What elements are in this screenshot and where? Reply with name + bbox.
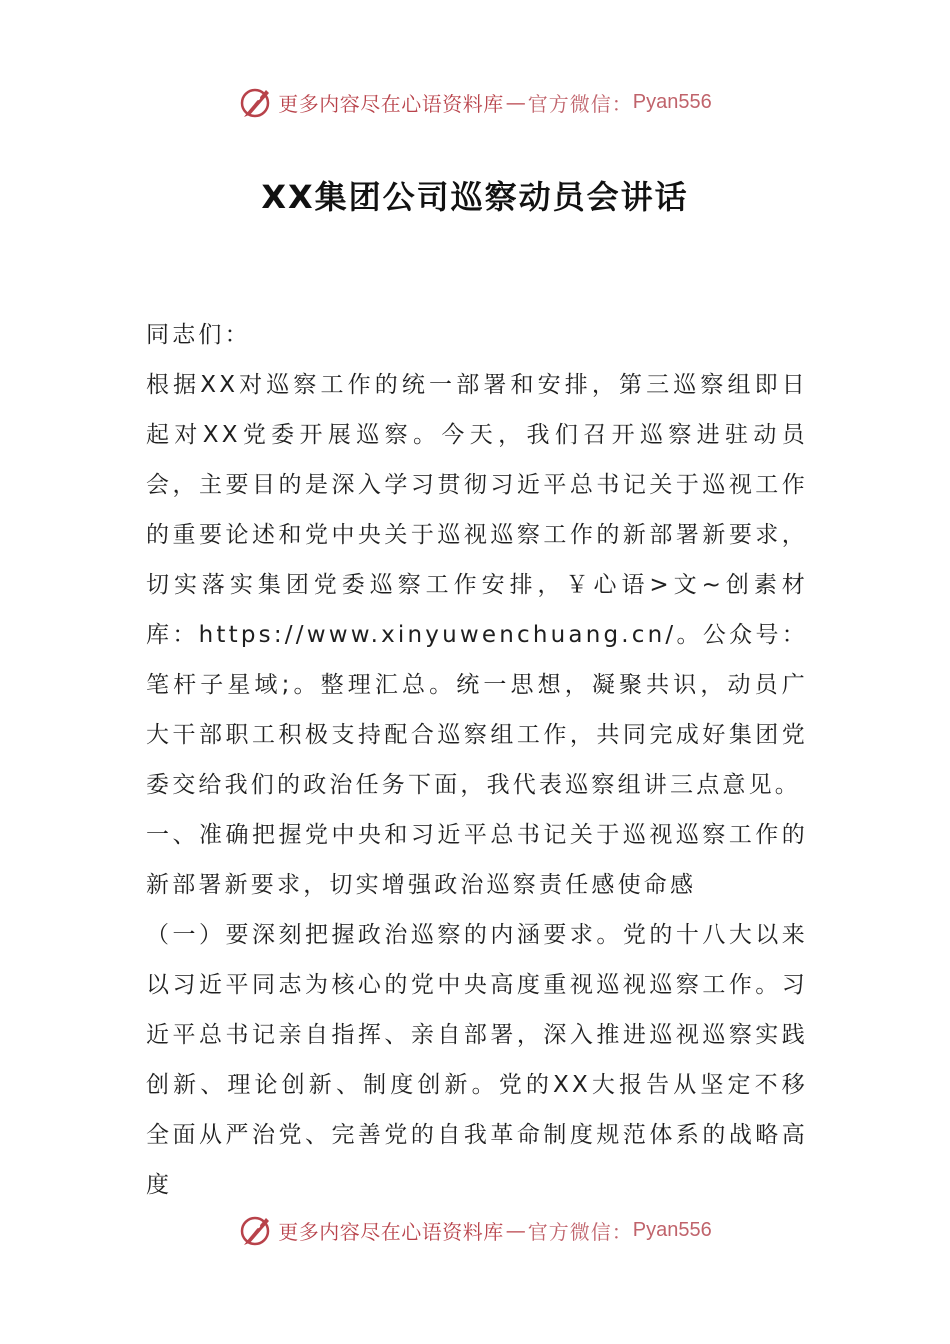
watermark-main-text: 更多内容尽在心语资料库 [278, 1219, 504, 1244]
paragraph-salutation: 同志们： [146, 322, 251, 348]
watermark-dash: — [505, 90, 526, 114]
watermark-main-text: 更多内容尽在心语资料库 [278, 91, 504, 116]
watermark-id: Pyan556 [632, 90, 712, 113]
paragraph-subsection-one: （一）要深刻把握政治巡察的内涵要求。党的十八大以来以习近平同志为核心的党中央高度重视巡视巡察工作。习近平总书记亲自指挥、亲自部署，深入推进巡视巡察实践创新、理论创新、制度创新。党的XX大报告从坚定不移全面从严治党、完善党的自我革命制度规范体系的战略高度 [146, 922, 808, 1198]
watermark-id: Pyan556 [632, 1218, 712, 1241]
watermark-dash: — [505, 1218, 526, 1242]
document-body [146, 310, 808, 1210]
pen-circle-logo-icon [238, 1212, 274, 1248]
pen-circle-logo-icon [238, 84, 274, 120]
watermark-sub-text: 官方微信： [527, 91, 633, 116]
watermark-banner-top [0, 82, 950, 122]
watermark-sub-text: 官方微信： [527, 1219, 633, 1244]
paragraph-intro: 根据XX对巡察工作的统一部署和安排，第三巡察组即日起对XX党委开展巡察。今天，我们召开巡察进驻动员会，主要目的是深入学习贯彻习近平总书记关于巡视工作的重要论述和党中央关于巡视巡察工作的新部署新要求，切实落实集团党委巡察工作安排，￥心语>文~创素材库：https://www.xinyuwenchuang.cn/。公众号：笔杆子星域;。整理汇总。统一思想，凝聚共识，动员广大干部职工积极支持配合巡察组工作，共同完成好集团党委交给我们的政治任务下面，我代表巡察组讲三点意见。 [146, 372, 808, 798]
paragraph-heading-one: 一、准确把握党中央和习近平总书记关于巡视巡察工作的新部署新要求，切实增强政治巡察责任感使命感 [146, 822, 808, 898]
document-title: XX集团公司巡察动员会讲话 [261, 178, 689, 216]
watermark-banner-bottom [0, 1210, 950, 1250]
